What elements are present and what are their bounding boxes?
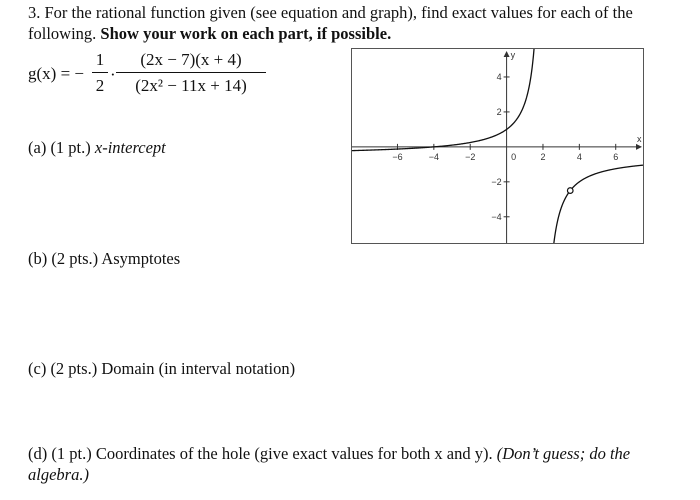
- part-c-text: Domain (in interval notation): [101, 359, 296, 378]
- curve-left-branch: [352, 49, 535, 151]
- y-tick-label: −2: [491, 176, 502, 187]
- fraction-bar: [116, 72, 266, 73]
- fraction-denominator: (2x² − 11x + 14): [135, 76, 247, 95]
- x-tick-label: −2: [465, 151, 476, 162]
- part-b-label: (b) (2 pts.): [28, 249, 99, 268]
- x-tick-label: 6: [613, 151, 619, 162]
- part-d-text: Coordinates of the hole (give exact values for both x and y).: [95, 444, 493, 463]
- x-axis-arrow: [636, 144, 642, 150]
- coefficient-bar: [92, 72, 108, 73]
- question-intro: For the rational function given (see equation and graph), find exact values for each of the following.: [28, 3, 633, 43]
- y-tick-label: 4: [496, 71, 502, 82]
- part-a-label: (a) (1 pt.): [28, 138, 91, 157]
- coefficient-fraction: [92, 50, 108, 96]
- y-axis-arrow: [504, 51, 510, 57]
- x-tick-label: 0: [511, 151, 517, 162]
- multiply-dot: ·: [110, 65, 116, 84]
- function-equation: [28, 50, 258, 106]
- x-tick-label: −4: [428, 151, 439, 162]
- fraction-numerator: (2x − 7)(x + 4): [140, 50, 242, 69]
- question-instruction: Show your work on each part, if possible.: [100, 24, 392, 43]
- part-c-label: (c) (2 pts.): [28, 359, 98, 378]
- graph-canvas: [352, 49, 643, 243]
- question-header: [28, 2, 688, 44]
- part-d: [28, 443, 668, 485]
- x-tick-label: 4: [576, 151, 582, 162]
- rational-fraction: [116, 50, 266, 96]
- y-tick-label: −4: [491, 211, 502, 222]
- hole-marker: [567, 188, 573, 194]
- part-c: [28, 358, 688, 379]
- question-number: 3.: [28, 3, 41, 22]
- y-tick-label: 2: [496, 106, 502, 117]
- function-graph: [351, 48, 644, 244]
- y-axis-label: y: [510, 50, 516, 60]
- x-tick-label: −6: [392, 151, 403, 162]
- coefficient-denominator: 2: [95, 76, 105, 95]
- part-d-note: (Don’t guess; do the algebra.): [28, 444, 631, 484]
- part-b-text: Asymptotes: [101, 249, 181, 268]
- part-d-label: (d) (1 pt.): [28, 444, 92, 463]
- equation-lhs: g(x) = −: [28, 64, 84, 83]
- coefficient-numerator: 1: [95, 50, 105, 69]
- x-axis-label: x: [637, 133, 642, 144]
- part-b: [28, 248, 688, 269]
- part-a-text: x-intercept: [94, 138, 166, 157]
- curve-right-branch: [552, 165, 643, 243]
- x-tick-label: 2: [540, 151, 546, 162]
